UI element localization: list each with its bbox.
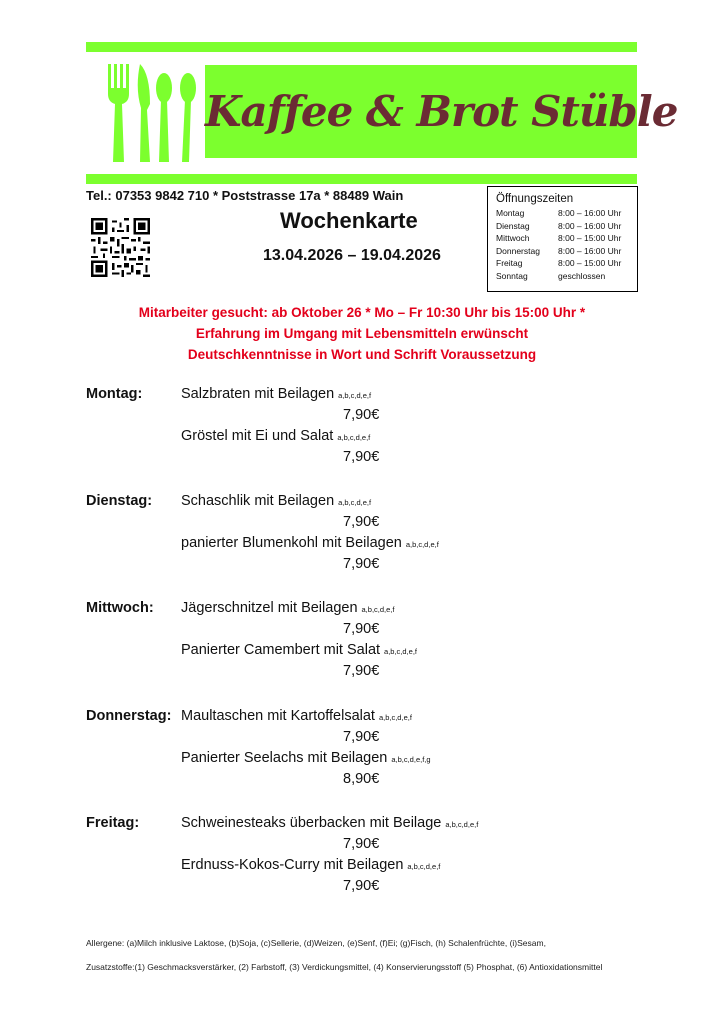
- dish-name: Salzbraten mit Beilagen: [181, 386, 335, 402]
- notice-line: Deutschkenntnisse in Wort und Schrift Voraussetzung: [187, 347, 537, 362]
- dish-allergens: a,b,c,d,e,f: [407, 862, 441, 871]
- opening-hours-box: [487, 186, 638, 292]
- hours-day: Sonntag: [496, 270, 528, 281]
- dish-name: panierter Blumenkohl mit Beilagen: [181, 535, 402, 551]
- day-label-freitag: Freitag:: [86, 815, 140, 831]
- day-label-dienstag: Dienstag:: [86, 493, 153, 509]
- allergen-legend: Allergene: (a)Milch inklusive Laktose, (b)Soja, (c)Sellerie, (d)Weizen, (e)Senf, (f)Ei; (g)Fisch, (h) Schalenfrüchte, (i)Sesam,: [86, 938, 546, 948]
- dish-name: Schweinesteaks überbacken mit Beilage: [181, 815, 442, 831]
- day-label-montag: Montag:: [86, 386, 143, 402]
- dish-price: 7,90€: [343, 449, 380, 465]
- hours-time: geschlossen: [558, 270, 606, 281]
- hours-day: Mittwoch: [496, 233, 530, 244]
- dish-name: Gröstel mit Ei und Salat: [181, 428, 334, 444]
- hours-row: [496, 207, 629, 220]
- notice-line: Mitarbeiter gesucht: ab Oktober 26 * Mo – Fr 10:30 Uhr bis 15:00 Uhr *: [138, 305, 586, 320]
- dish-price: 7,90€: [343, 514, 380, 530]
- dish-price: 7,90€: [343, 878, 380, 894]
- contact-line: Tel.: 07353 9842 710 * Poststrasse 17a * 88489 Wain: [86, 188, 404, 203]
- dish-allergens: a,b,c,d,e,f: [405, 540, 439, 549]
- hours-row: [496, 270, 629, 283]
- top-green-bar: [86, 42, 637, 52]
- dish-price: 7,90€: [343, 621, 380, 637]
- hours-day: Donnerstag: [496, 245, 540, 256]
- dish: [181, 857, 440, 873]
- dish: [181, 428, 370, 444]
- dish: [181, 750, 431, 766]
- day-label-mittwoch: Mittwoch:: [86, 600, 154, 616]
- dish: [181, 708, 412, 724]
- dish-name: Maultaschen mit Kartoffelsalat: [181, 708, 375, 724]
- dish: [181, 600, 394, 616]
- dish-allergens: a,b,c,d,e,f: [384, 647, 417, 656]
- cutlery-icon: [100, 58, 200, 168]
- dish-name: Schaschlik mit Beilagen: [181, 493, 335, 509]
- hours-day: Montag: [496, 208, 525, 218]
- hours-time: 8:00 – 16:00 Uhr: [558, 220, 622, 231]
- dish-price: 7,90€: [343, 663, 380, 679]
- job-notice: [0, 302, 724, 365]
- bottom-green-bar: [86, 174, 637, 184]
- dish-price: 7,90€: [343, 407, 380, 423]
- day-label-donnerstag: Donnerstag:: [86, 708, 172, 724]
- additive-legend: Zusatzstoffe:(1) Geschmacksverstärker, (2) Farbstoff, (3) Verdickungsmittel, (4) Konservierungsstoff (5) Phosphat, (6) Antioxidationsmittel: [86, 962, 603, 972]
- hours-time: 8:00 – 15:00 Uhr: [558, 233, 622, 244]
- dish: [181, 493, 371, 509]
- dish-name: Panierter Camembert mit Salat: [181, 642, 381, 658]
- opening-hours-title: Öffnungszeiten: [496, 193, 574, 205]
- hours-row: [496, 220, 629, 233]
- qr-code-icon[interactable]: [91, 218, 150, 277]
- dish-allergens: a,b,c,d,e,f: [338, 498, 372, 507]
- dish: [181, 535, 439, 551]
- hours-time: 8:00 – 16:00 Uhr: [558, 208, 622, 218]
- hours-day: Dienstag: [496, 220, 530, 231]
- hours-time: 8:00 – 16:00 Uhr: [558, 245, 622, 256]
- dish-allergens: a,b,c,d,e,f: [361, 605, 395, 614]
- dish-price: 7,90€: [343, 556, 380, 572]
- dish-price: 8,90€: [343, 771, 380, 787]
- date-range: 13.04.2026 – 19.04.2026: [263, 247, 441, 264]
- dish-allergens: a,b,c,d,e,f: [337, 433, 371, 442]
- dish: [181, 642, 417, 658]
- logo-banner: [205, 65, 678, 158]
- page-title: Wochenkarte: [280, 208, 418, 233]
- hours-row: [496, 257, 629, 270]
- dish-name: Erdnuss-Kokos-Curry mit Beilagen: [181, 857, 404, 873]
- dish: [181, 815, 478, 831]
- dish-allergens: a,b,c,d,e,f: [378, 713, 412, 722]
- hours-row: [496, 232, 629, 245]
- hours-row: [496, 245, 629, 258]
- dish-name: Panierter Seelachs mit Beilagen: [181, 750, 388, 766]
- notice-line: Erfahrung im Umgang mit Lebensmitteln erwünscht: [195, 326, 529, 341]
- dish-allergens: a,b,c,d,e,f,g: [391, 755, 431, 764]
- hours-time: 8:00 – 15:00 Uhr: [558, 258, 622, 269]
- dish-allergens: a,b,c,d,e,f: [445, 820, 479, 829]
- hours-day: Freitag: [496, 258, 523, 269]
- dish-price: 7,90€: [343, 836, 380, 852]
- dish-name: Jägerschnitzel mit Beilagen: [181, 600, 358, 616]
- dish-price: 7,90€: [343, 729, 380, 745]
- dish: [181, 386, 371, 402]
- logo-text: Kaffee & Brot Stüble: [205, 87, 678, 136]
- dish-allergens: a,b,c,d,e,f: [338, 391, 372, 400]
